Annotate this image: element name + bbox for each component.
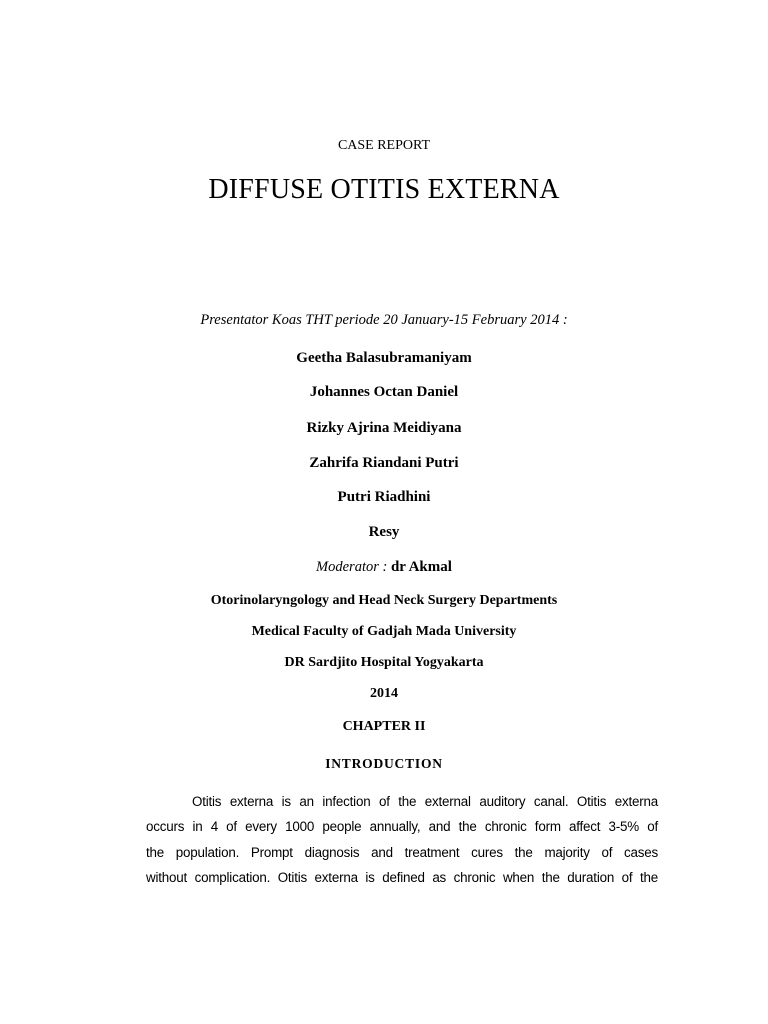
body-text-line: Otitis externa is an infection of the external auditory canal. Otitis externa <box>192 794 658 809</box>
presentator-line: Presentator Koas THT periode 20 January-15 February 2014 : <box>200 312 568 328</box>
author-name: Resy <box>368 524 400 540</box>
body-text-line: the population. Prompt diagnosis and treatment cures the majority of cases <box>146 845 658 860</box>
year-line: 2014 <box>370 686 398 701</box>
case-report-label: CASE REPORT <box>337 138 431 153</box>
author-name: Putri Riadhini <box>337 489 431 505</box>
moderator-name: dr Akmal <box>390 559 452 575</box>
author-name: Rizky Ajrina Meidiyana <box>306 420 462 436</box>
author-name: Zahrifa Riandani Putri <box>309 455 459 471</box>
document-title: DIFFUSE OTITIS EXTERNA <box>208 174 560 205</box>
author-name: Johannes Octan Daniel <box>309 384 459 400</box>
hospital-line: DR Sardjito Hospital Yogyakarta <box>284 655 484 670</box>
moderator-label: Moderator : <box>316 559 388 575</box>
chapter-heading: CHAPTER II <box>342 719 426 734</box>
author-name: Geetha Balasubramaniyam <box>296 350 472 366</box>
department-line: Otorinolaryngology and Head Neck Surgery Departments <box>210 593 558 608</box>
body-text-line: without complication. Otitis externa is defined as chronic when the duration of the <box>146 870 658 885</box>
section-heading: INTRODUCTION <box>325 756 443 771</box>
moderator-line <box>0 559 768 576</box>
faculty-line: Medical Faculty of Gadjah Mada University <box>251 624 517 639</box>
body-text-line: occurs in 4 of every 1000 people annually, and the chronic form affect 3-5% of <box>146 819 658 834</box>
